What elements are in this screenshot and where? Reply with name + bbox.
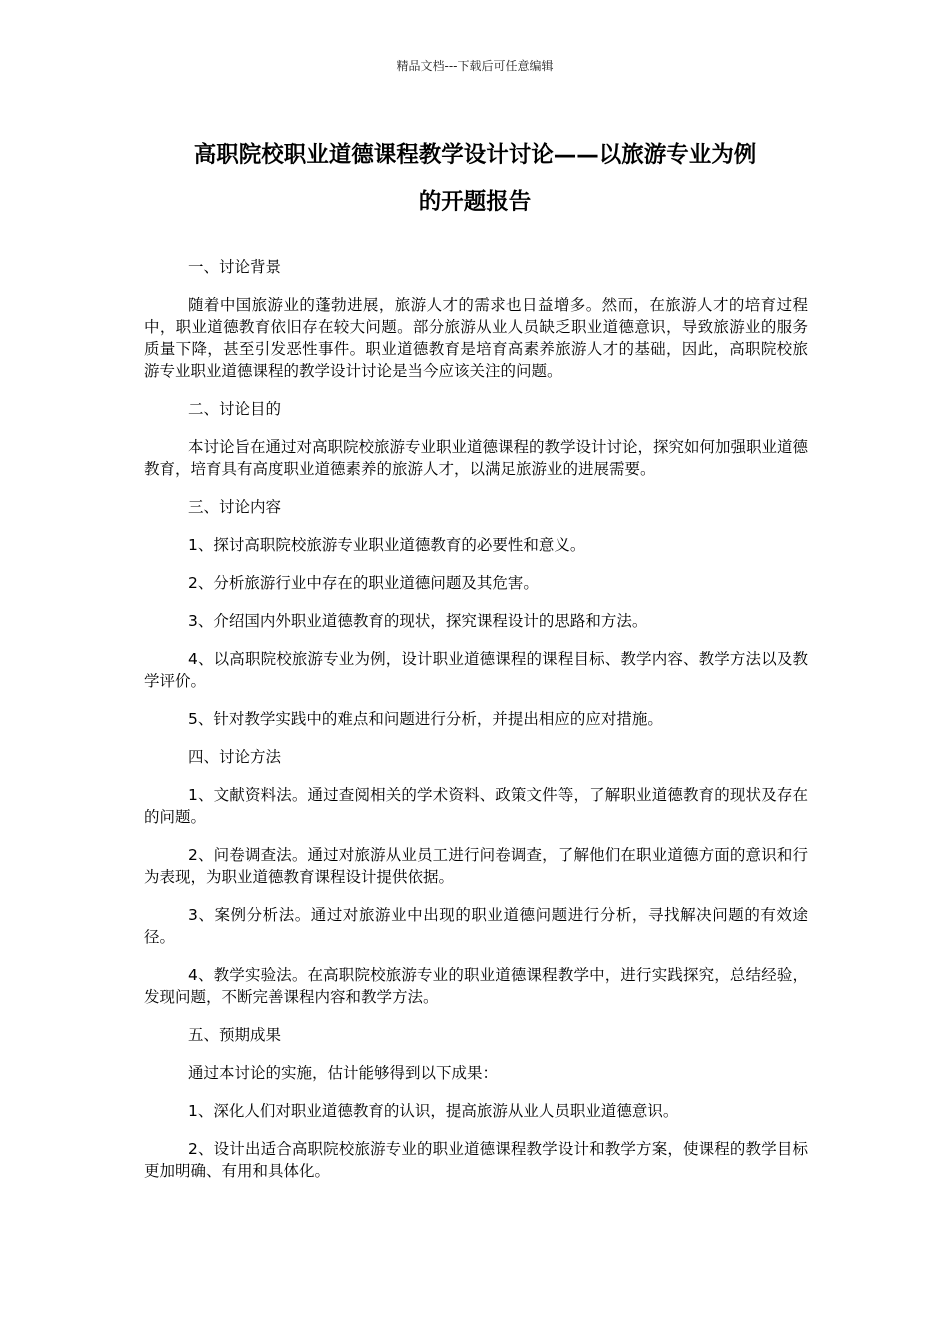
- list-item: 4、以高职院校旅游专业为例，设计职业道德课程的课程目标、教学内容、教学方法以及教学评价。: [144, 650, 808, 690]
- section-heading-methods: 四、讨论方法: [188, 748, 282, 766]
- section-heading-content: 三、讨论内容: [188, 498, 282, 516]
- list-item: 2、设计出适合高职院校旅游专业的职业道德课程教学设计和教学方案，使课程的教学目标更加明确、有用和具体化。: [144, 1140, 808, 1180]
- paragraph-outcomes-intro: 通过本讨论的实施，估计能够得到以下成果：: [188, 1064, 499, 1082]
- list-item: 2、问卷调查法。通过对旅游从业员工进行问卷调查，了解他们在职业道德方面的意识和行为表现，为职业道德教育课程设计提供依据。: [144, 846, 808, 886]
- paragraph-purpose: 本讨论旨在通过对高职院校旅游专业职业道德课程的教学设计讨论，探究如何加强职业道德教育，培育具有高度职业道德素养的旅游人才，以满足旅游业的进展需要。: [144, 438, 809, 478]
- document-title: [144, 132, 806, 226]
- list-item: 5、针对教学实践中的难点和问题进行分析，并提出相应的应对措施。: [188, 710, 663, 728]
- section-heading-purpose: 二、讨论目的: [188, 400, 282, 418]
- title-line-2: 的开题报告: [418, 189, 532, 215]
- list-item: 2、分析旅游行业中存在的职业道德问题及其危害。: [188, 574, 539, 592]
- document-body: [144, 256, 808, 1198]
- list-item: 1、文献资料法。通过查阅相关的学术资料、政策文件等，了解职业道德教育的现状及存在的问题。: [144, 786, 808, 826]
- section-heading-background: 一、讨论背景: [188, 258, 282, 276]
- list-item: 3、案例分析法。通过对旅游业中出现的职业道德问题进行分析，寻找解决问题的有效途径。: [144, 906, 808, 946]
- header-note: 精品文档---下载后可任意编辑: [396, 59, 554, 73]
- list-item: 4、教学实验法。在高职院校旅游专业的职业道德课程教学中，进行实践探究，总结经验，发现问题，不断完善课程内容和教学方法。: [144, 966, 808, 1006]
- title-line-1: 高职院校职业道德课程教学设计讨论——以旅游专业为例: [193, 142, 757, 168]
- list-item: 1、深化人们对职业道德教育的认识，提高旅游从业人员职业道德意识。: [188, 1102, 679, 1120]
- section-heading-outcomes: 五、预期成果: [188, 1026, 282, 1044]
- list-item: 1、探讨高职院校旅游专业职业道德教育的必要性和意义。: [188, 536, 586, 554]
- paragraph-background: 随着中国旅游业的蓬勃进展，旅游人才的需求也日益增多。然而，在旅游人才的培育过程中，职业道德教育依旧存在较大问题。部分旅游从业人员缺乏职业道德意识，导致旅游业的服务质量下降，甚至引发恶性事件。职业道德教育是培育高素养旅游人才的基础，因此，高职院校旅游专业职业道德课程的教学设计讨论是当今应该关注的问题。: [144, 296, 808, 380]
- list-item: 3、介绍国内外职业道德教育的现状，探究课程设计的思路和方法。: [188, 612, 648, 630]
